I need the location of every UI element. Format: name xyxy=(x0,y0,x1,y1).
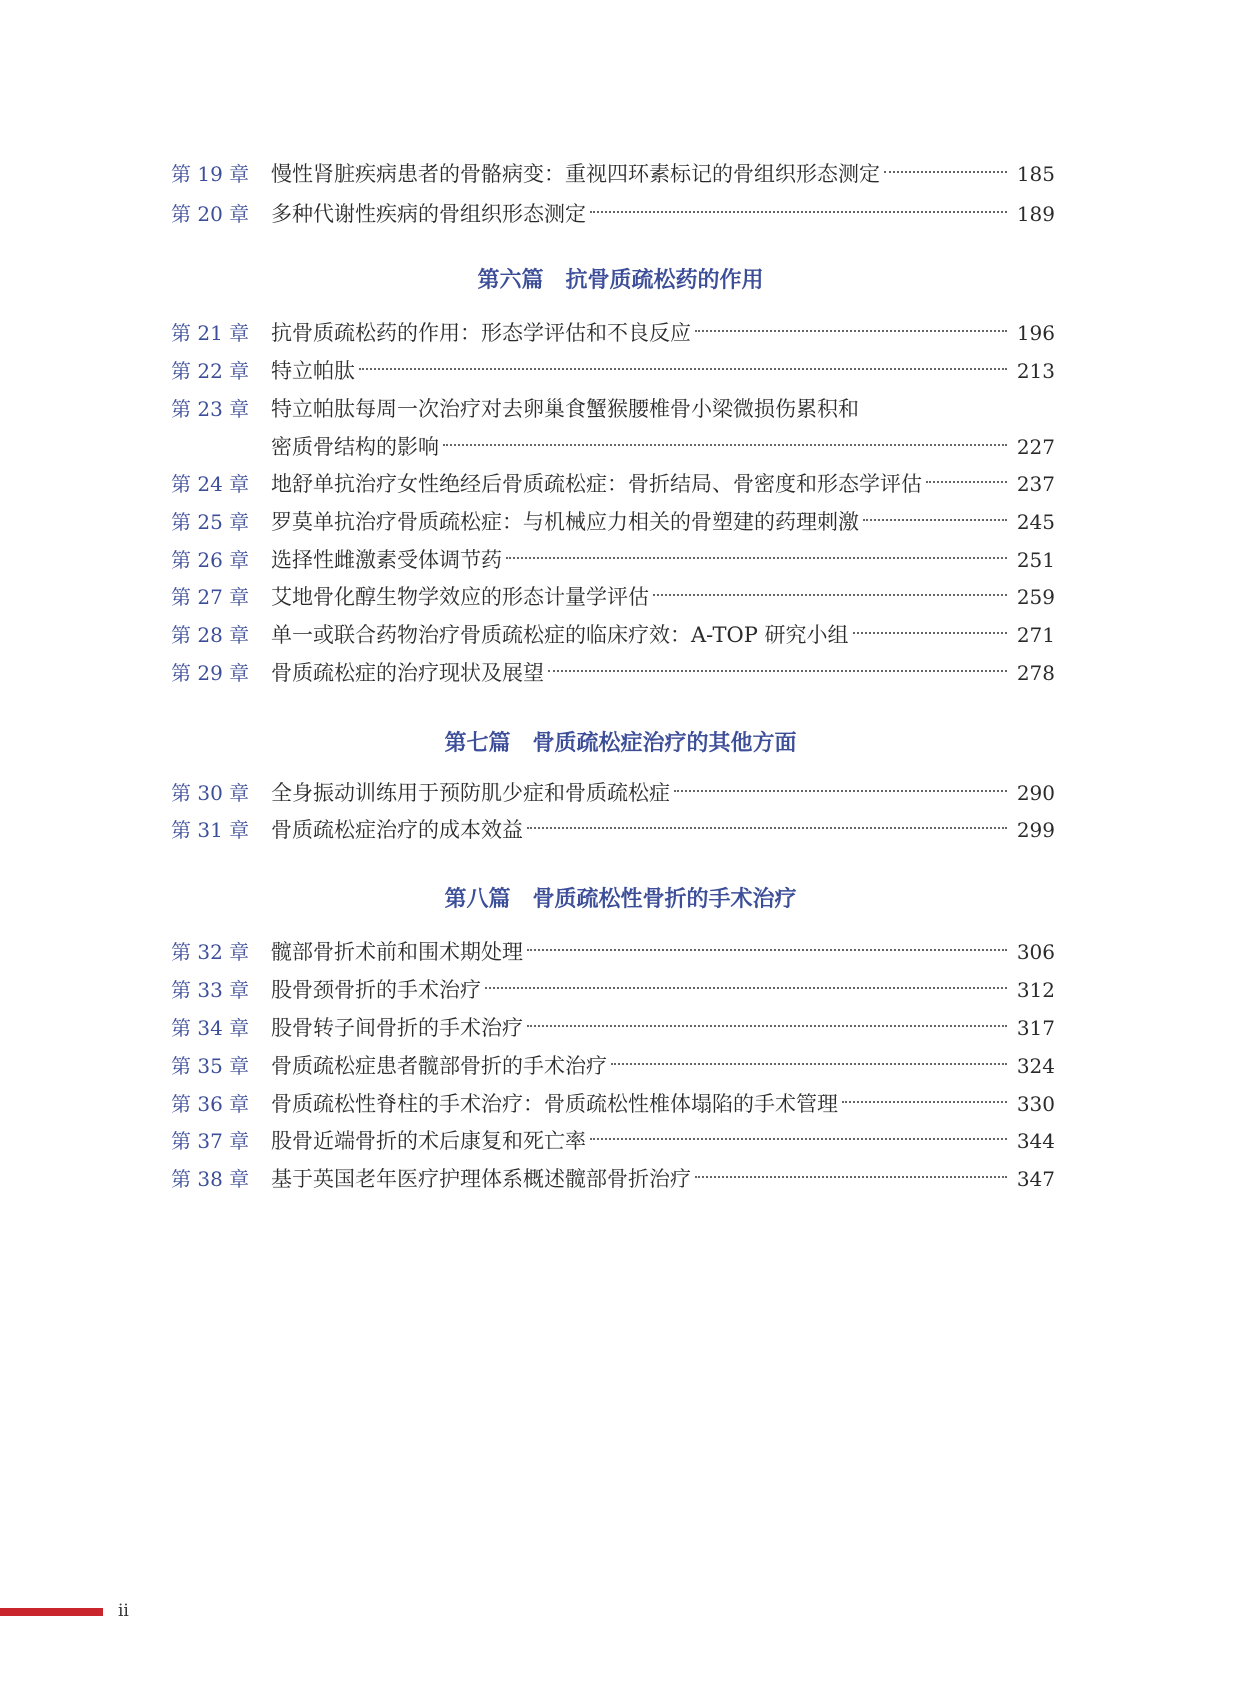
chapter-title: 髋部骨折术前和围术期处理 xyxy=(271,940,523,964)
page-number: 324 xyxy=(1016,1054,1055,1078)
page-number: 347 xyxy=(1016,1167,1055,1191)
chapter-title: 股骨转子间骨折的手术治疗 xyxy=(271,1016,523,1040)
page-number: 245 xyxy=(1016,510,1055,534)
entry-line xyxy=(271,1011,1055,1045)
toc-entry[interactable] xyxy=(171,935,1055,969)
dot-leader xyxy=(527,827,1007,829)
chapter-title: 基于英国老年医疗护理体系概述髋部骨折治疗 xyxy=(271,1167,691,1191)
footer-accent-bar xyxy=(0,1608,103,1616)
page-number: 189 xyxy=(1016,202,1055,226)
chapter-number: 第 28 章 xyxy=(171,623,250,647)
dot-leader xyxy=(590,1138,1007,1140)
entry-line xyxy=(271,1087,1055,1121)
toc-entry[interactable] xyxy=(171,1011,1055,1045)
chapter-title: 骨质疏松症的治疗现状及展望 xyxy=(271,661,544,685)
page-number: 299 xyxy=(1016,818,1055,842)
chapter-number: 第 21 章 xyxy=(171,321,250,345)
toc-entry[interactable] xyxy=(171,354,1055,388)
entry-line xyxy=(271,467,1055,501)
toc-entry[interactable] xyxy=(171,618,1055,652)
toc-entry[interactable] xyxy=(171,505,1055,539)
dot-leader xyxy=(485,987,1007,989)
page-number: 306 xyxy=(1016,940,1055,964)
chapter-number: 第 23 章 xyxy=(171,397,250,421)
dot-leader xyxy=(527,1025,1007,1027)
toc-entry[interactable] xyxy=(171,1124,1055,1158)
entry-line xyxy=(271,935,1055,969)
chapter-title: 骨质疏松症患者髋部骨折的手术治疗 xyxy=(271,1054,607,1078)
dot-leader xyxy=(527,949,1007,951)
entry-line xyxy=(271,580,1055,614)
toc-entry[interactable] xyxy=(171,1049,1055,1083)
page-number: 259 xyxy=(1016,585,1055,609)
chapter-title: 单一或联合药物治疗骨质疏松症的临床疗效：A-TOP 研究小组 xyxy=(271,623,849,647)
toc-entry[interactable] xyxy=(171,157,1055,191)
chapter-title: 地舒单抗治疗女性绝经后骨质疏松症：骨折结局、骨密度和形态学评估 xyxy=(271,472,922,496)
page-number: 251 xyxy=(1016,548,1055,572)
chapter-number: 第 38 章 xyxy=(171,1167,250,1191)
toc-entry[interactable] xyxy=(171,543,1055,577)
page-number: 330 xyxy=(1016,1092,1055,1116)
entry-line xyxy=(271,430,1055,464)
dot-leader xyxy=(884,171,1007,173)
entry-line xyxy=(271,197,1055,231)
chapter-title: 罗莫单抗治疗骨质疏松症：与机械应力相关的骨塑建的药理刺激 xyxy=(271,510,859,534)
dot-leader xyxy=(611,1063,1007,1065)
dot-leader xyxy=(926,481,1007,483)
chapter-title: 全身振动训练用于预防肌少症和骨质疏松症 xyxy=(271,781,670,805)
dot-leader xyxy=(674,790,1007,792)
chapter-title: 选择性雌激素受体调节药 xyxy=(271,548,502,572)
chapter-title: 骨质疏松性脊柱的手术治疗：骨质疏松性椎体塌陷的手术管理 xyxy=(271,1092,838,1116)
chapter-number: 第 34 章 xyxy=(171,1016,250,1040)
page-number: 196 xyxy=(1016,321,1055,345)
chapter-title: 多种代谢性疾病的骨组织形态测定 xyxy=(271,202,586,226)
chapter-title: 特立帕肽 xyxy=(271,359,355,383)
chapter-title: 艾地骨化醇生物学效应的形态计量学评估 xyxy=(271,585,649,609)
entry-line xyxy=(271,656,1055,690)
toc-entry[interactable] xyxy=(171,973,1055,1007)
toc-entry[interactable] xyxy=(171,656,1055,690)
toc-entry[interactable] xyxy=(171,392,1055,464)
chapter-number: 第 31 章 xyxy=(171,818,250,842)
chapter-number: 第 29 章 xyxy=(171,661,250,685)
entry-line xyxy=(271,157,1055,191)
entry-line xyxy=(271,618,1055,652)
page-number: 213 xyxy=(1016,359,1055,383)
dot-leader xyxy=(590,211,1007,213)
entry-line xyxy=(271,1049,1055,1083)
toc-entry[interactable] xyxy=(171,1162,1055,1196)
chapter-title: 慢性肾脏疾病患者的骨骼病变：重视四环素标记的骨组织形态测定 xyxy=(271,162,880,186)
dot-leader xyxy=(506,557,1007,559)
chapter-number: 第 37 章 xyxy=(171,1129,250,1153)
entry-line xyxy=(271,505,1055,539)
section-heading: 第六篇 抗骨质疏松药的作用 xyxy=(477,268,764,293)
chapter-title-line: 特立帕肽每周一次治疗对去卵巢食蟹猴腰椎骨小梁微损伤累积和 xyxy=(271,397,859,421)
toc-entry[interactable] xyxy=(171,580,1055,614)
entry-line xyxy=(271,813,1055,847)
page-number: 290 xyxy=(1016,781,1055,805)
chapter-title: 密质骨结构的影响 xyxy=(271,435,439,459)
page-number: 317 xyxy=(1016,1016,1055,1040)
chapter-title: 抗骨质疏松药的作用：形态学评估和不良反应 xyxy=(271,321,691,345)
toc-entry[interactable] xyxy=(171,1087,1055,1121)
page-number: 185 xyxy=(1016,162,1055,186)
toc-entry[interactable] xyxy=(171,467,1055,501)
chapter-number: 第 19 章 xyxy=(171,162,250,186)
page-number: 271 xyxy=(1016,623,1055,647)
dot-leader xyxy=(853,632,1007,634)
dot-leader xyxy=(443,444,1007,446)
chapter-number: 第 27 章 xyxy=(171,585,250,609)
toc-entry[interactable] xyxy=(171,316,1055,350)
chapter-title: 骨质疏松症治疗的成本效益 xyxy=(271,818,523,842)
section-heading: 第七篇 骨质疏松症治疗的其他方面 xyxy=(444,731,797,756)
dot-leader xyxy=(842,1101,1007,1103)
entry-line xyxy=(271,354,1055,388)
chapter-number: 第 32 章 xyxy=(171,940,250,964)
toc-entry[interactable] xyxy=(171,197,1055,231)
dot-leader xyxy=(653,594,1007,596)
page-number: 227 xyxy=(1016,435,1055,459)
entry-line xyxy=(271,1124,1055,1158)
chapter-number: 第 33 章 xyxy=(171,978,250,1002)
page-number: 278 xyxy=(1016,661,1055,685)
chapter-title: 股骨颈骨折的手术治疗 xyxy=(271,978,481,1002)
chapter-number: 第 36 章 xyxy=(171,1092,250,1116)
chapter-number: 第 24 章 xyxy=(171,472,250,496)
footer-page-number: ii xyxy=(118,1601,129,1621)
toc-entry[interactable] xyxy=(171,776,1055,810)
dot-leader xyxy=(863,519,1007,521)
dot-leader xyxy=(548,670,1007,672)
chapter-title: 股骨近端骨折的术后康复和死亡率 xyxy=(271,1129,586,1153)
entry-line xyxy=(271,316,1055,350)
chapter-number: 第 30 章 xyxy=(171,781,250,805)
entry-line xyxy=(271,543,1055,577)
page-number: 344 xyxy=(1016,1129,1055,1153)
section-heading: 第八篇 骨质疏松性骨折的手术治疗 xyxy=(444,887,797,912)
chapter-number: 第 25 章 xyxy=(171,510,250,534)
chapter-number: 第 26 章 xyxy=(171,548,250,572)
dot-leader xyxy=(695,1176,1007,1178)
toc-entry[interactable] xyxy=(171,813,1055,847)
dot-leader xyxy=(695,330,1007,332)
chapter-number: 第 20 章 xyxy=(171,202,250,226)
entry-line xyxy=(271,776,1055,810)
page-number: 312 xyxy=(1016,978,1055,1002)
entry-line xyxy=(271,973,1055,1007)
chapter-number: 第 35 章 xyxy=(171,1054,250,1078)
entry-line xyxy=(271,1162,1055,1196)
page-number: 237 xyxy=(1016,472,1055,496)
chapter-number: 第 22 章 xyxy=(171,359,250,383)
dot-leader xyxy=(359,368,1007,370)
